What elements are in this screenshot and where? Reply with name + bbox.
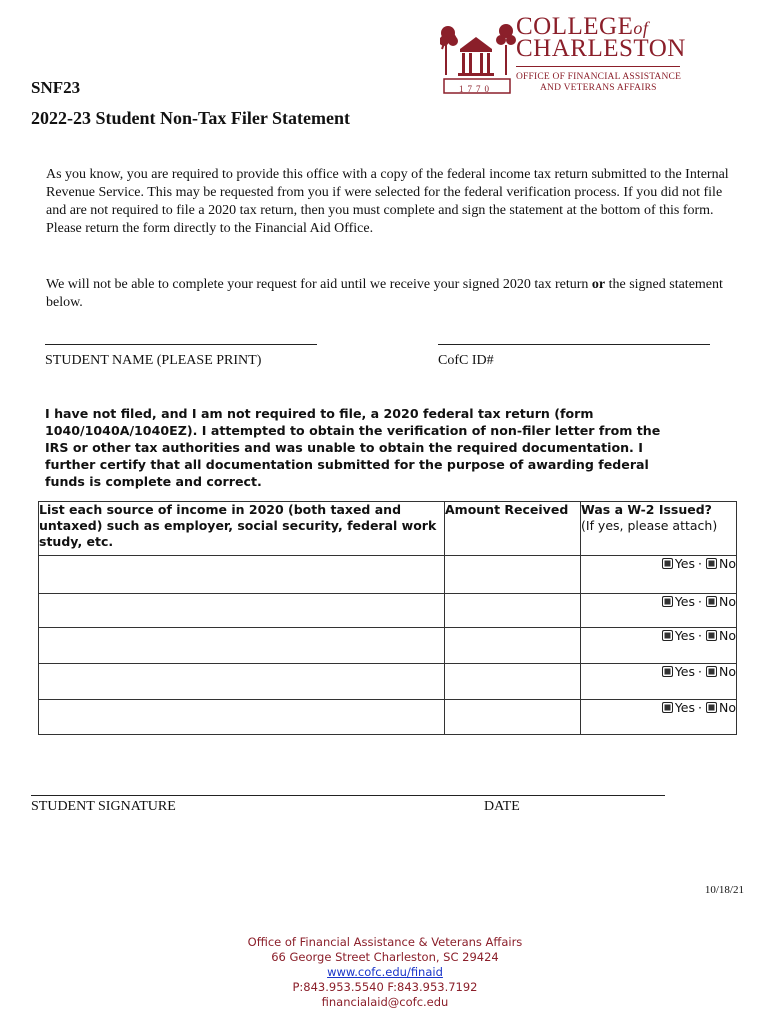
no-checkbox[interactable] (706, 666, 717, 677)
student-name-field[interactable] (45, 344, 317, 345)
form-code: SNF23 (31, 78, 81, 97)
cofc-id-field[interactable] (438, 344, 710, 345)
income-source-cell[interactable] (39, 556, 445, 594)
income-source-cell[interactable] (39, 628, 445, 664)
w2-issued-header: Was a W-2 Issued? (If yes, please attach) (581, 502, 737, 556)
certification-statement: I have not filed, and I am not required to file, a 2020 federal tax return (form 1040/1040A/1040EZ). I attempted to obtain the verification of non-filer letter from the IRS or other tax authorities and was unable to obtain the required documentation. I further certify that all documentation submitted for the purpose of awarding federal funds is complete and correct. (45, 406, 661, 489)
w2-choice-cell: Yes · No (581, 594, 737, 628)
footer-website-link[interactable]: www.cofc.edu/finaid (327, 965, 443, 979)
table-row (39, 628, 737, 664)
income-table (38, 501, 737, 735)
amount-cell[interactable] (445, 594, 581, 628)
request-paragraph: We will not be able to complete your request for aid until we receive your signed 2020 tax return or the signed statement below. (46, 277, 723, 310)
table-row (39, 556, 737, 594)
yes-checkbox[interactable] (662, 630, 673, 641)
w2-choice-cell: Yes · No (581, 700, 737, 735)
amount-cell[interactable] (445, 628, 581, 664)
page-title: 2022-23 Student Non-Tax Filer Statement (31, 108, 350, 128)
logo-year: 1770 (459, 84, 493, 94)
yes-checkbox[interactable] (662, 702, 673, 713)
footer-phone: P:843.953.5540 F:843.953.7192 (292, 980, 478, 994)
logo-office-text: OFFICE OF FINANCIAL ASSISTANCE AND VETERANS AFFAIRS (516, 72, 682, 93)
cofc-id-label: CofC ID# (438, 353, 494, 368)
student-name-label: STUDENT NAME (PLEASE PRINT) (45, 353, 262, 368)
income-source-cell[interactable] (39, 664, 445, 700)
table-row (39, 594, 737, 628)
income-source-cell[interactable] (39, 594, 445, 628)
no-checkbox[interactable] (706, 630, 717, 641)
amount-cell[interactable] (445, 664, 581, 700)
no-checkbox[interactable] (706, 558, 717, 569)
logo-charleston-text: CHARLESTON (516, 35, 686, 62)
no-checkbox[interactable] (706, 596, 717, 607)
date-label: DATE (484, 799, 520, 814)
w2-choice-cell: Yes · No (581, 556, 737, 594)
amount-cell[interactable] (445, 700, 581, 735)
footer-email: financialaid@cofc.edu (321, 995, 449, 1009)
table-header-row (39, 502, 737, 556)
income-source-cell[interactable] (39, 700, 445, 735)
footer-office: Office of Financial Assistance & Veterans Affairs (247, 935, 523, 949)
student-signature-field[interactable] (31, 795, 665, 796)
yes-checkbox[interactable] (662, 596, 673, 607)
logo-college-text: COLLEGEof (516, 13, 649, 40)
amount-cell[interactable] (445, 556, 581, 594)
student-signature-label: STUDENT SIGNATURE (31, 799, 176, 814)
table-row (39, 700, 737, 735)
yes-checkbox[interactable] (662, 558, 673, 569)
intro-paragraph: As you know, you are required to provide this office with a copy of the federal income tax return submitted to the Internal Revenue Service. This may be requested from you if were selected for the federal verification process. If you did not file and are not required to file a 2020 tax return, then you must complete and sign the statement at the bottom of this form. Please return the form directly to the Financial Aid Office. (46, 167, 729, 236)
amount-received-header: Amount Received (445, 502, 581, 556)
w2-choice-cell: Yes · No (581, 628, 737, 664)
no-checkbox[interactable] (706, 702, 717, 713)
footer-contact (0, 935, 770, 1010)
table-row (39, 664, 737, 700)
yes-checkbox[interactable] (662, 666, 673, 677)
logo-divider (516, 66, 680, 67)
footer-address: 66 George Street Charleston, SC 29424 (271, 950, 499, 964)
w2-choice-cell: Yes · No (581, 664, 737, 700)
revision-date: 10/18/21 (704, 884, 744, 896)
income-source-header: List each source of income in 2020 (both taxed and untaxed) such as employer, social security, federal work study, etc. (39, 502, 445, 556)
